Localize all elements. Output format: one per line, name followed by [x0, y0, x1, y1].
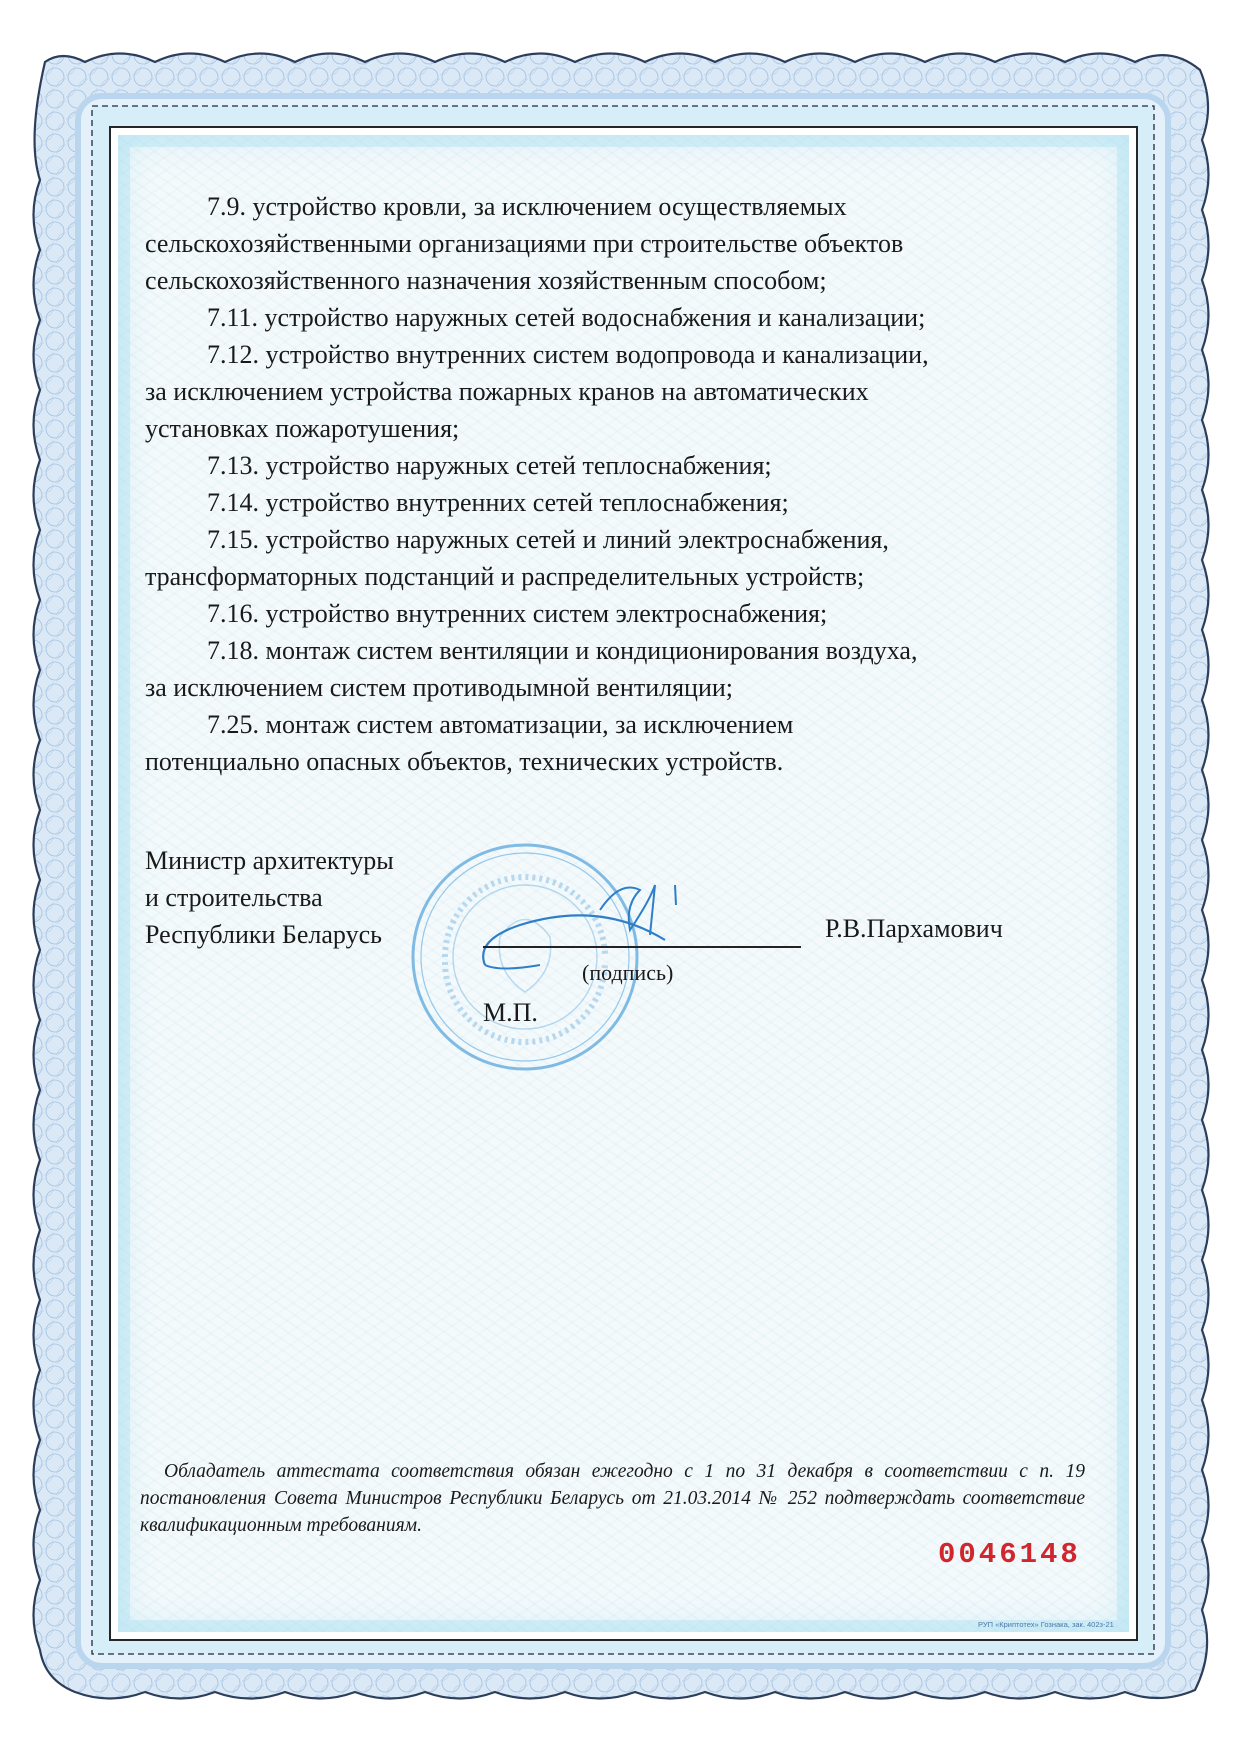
signature-line: [483, 946, 801, 948]
clause-first-line: 7.14. устройство внутренних сетей теплоснабжения;: [207, 488, 789, 517]
signature-caption: (подпись): [582, 960, 674, 985]
notice-text: Обладатель аттестата соответствия обязан ежегодно с 1 по 31 декабря в соответствии с п. 19 постановления Совета Министров Республики Беларусь от 21.03.2014 № 252 подтверждать соответствие квалификационным требованиям.: [140, 1461, 1085, 1536]
clause-continuation: трансформаторных подстанций и распределительных устройств;: [145, 562, 865, 591]
annual-confirmation-notice: [140, 1458, 1085, 1539]
clause-7-18: [145, 632, 1085, 706]
clause-7-11: [145, 299, 1085, 336]
clause-first-line: 7.11. устройство наружных сетей водоснабжения и канализации;: [207, 303, 926, 332]
clause-7-25: [145, 706, 1085, 780]
signer-name: Р.В.Пархамович: [825, 914, 1003, 943]
clause-continuation: за исключением устройства пожарных кранов на автоматических: [145, 377, 869, 406]
clause-7-14: [145, 484, 1085, 521]
clause-7-12: [145, 336, 1085, 447]
clause-continuation: потенциально опасных объектов, технических устройств.: [145, 747, 784, 776]
printer-imprint: РУП «Криптотех» Гознака, зак. 402з-21: [978, 1620, 1114, 1629]
clause-first-line: 7.15. устройство наружных сетей и линий электроснабжения,: [207, 525, 889, 554]
clause-first-line: 7.16. устройство внутренних систем электроснабжения;: [207, 599, 828, 628]
serial-number: 0046148: [938, 1538, 1081, 1571]
clause-first-line: 7.9. устройство кровли, за исключением осуществляемых: [207, 192, 847, 221]
signer-position-line-2: и строительства: [145, 883, 323, 912]
clause-first-line: 7.25. монтаж систем автоматизации, за исключением: [207, 710, 794, 739]
clause-first-line: 7.13. устройство наружных сетей теплоснабжения;: [207, 451, 772, 480]
clause-continuation: сельскохозяйственного назначения хозяйственным способом;: [145, 266, 827, 295]
clause-continuation: сельскохозяйственными организациями при строительстве объектов: [145, 229, 904, 258]
clause-7-16: [145, 595, 1085, 632]
seal-label: М.П.: [483, 998, 538, 1027]
clause-7-9: [145, 188, 1085, 299]
clause-first-line: 7.18. монтаж систем вентиляции и кондиционирования воздуха,: [207, 636, 918, 665]
signature-block: [145, 842, 1085, 1042]
signer-position-line-3: Республики Беларусь: [145, 920, 382, 949]
clause-continuation: за исключением систем противодымной вентиляции;: [145, 673, 734, 702]
clause-7-13: [145, 447, 1085, 484]
signer-position-line-1: Министр архитектуры: [145, 846, 394, 875]
clause-7-15: [145, 521, 1085, 595]
clause-first-line: 7.12. устройство внутренних систем водопровода и канализации,: [207, 340, 929, 369]
clause-continuation: установках пожаротушения;: [145, 414, 460, 443]
clause-list: [145, 188, 1085, 780]
